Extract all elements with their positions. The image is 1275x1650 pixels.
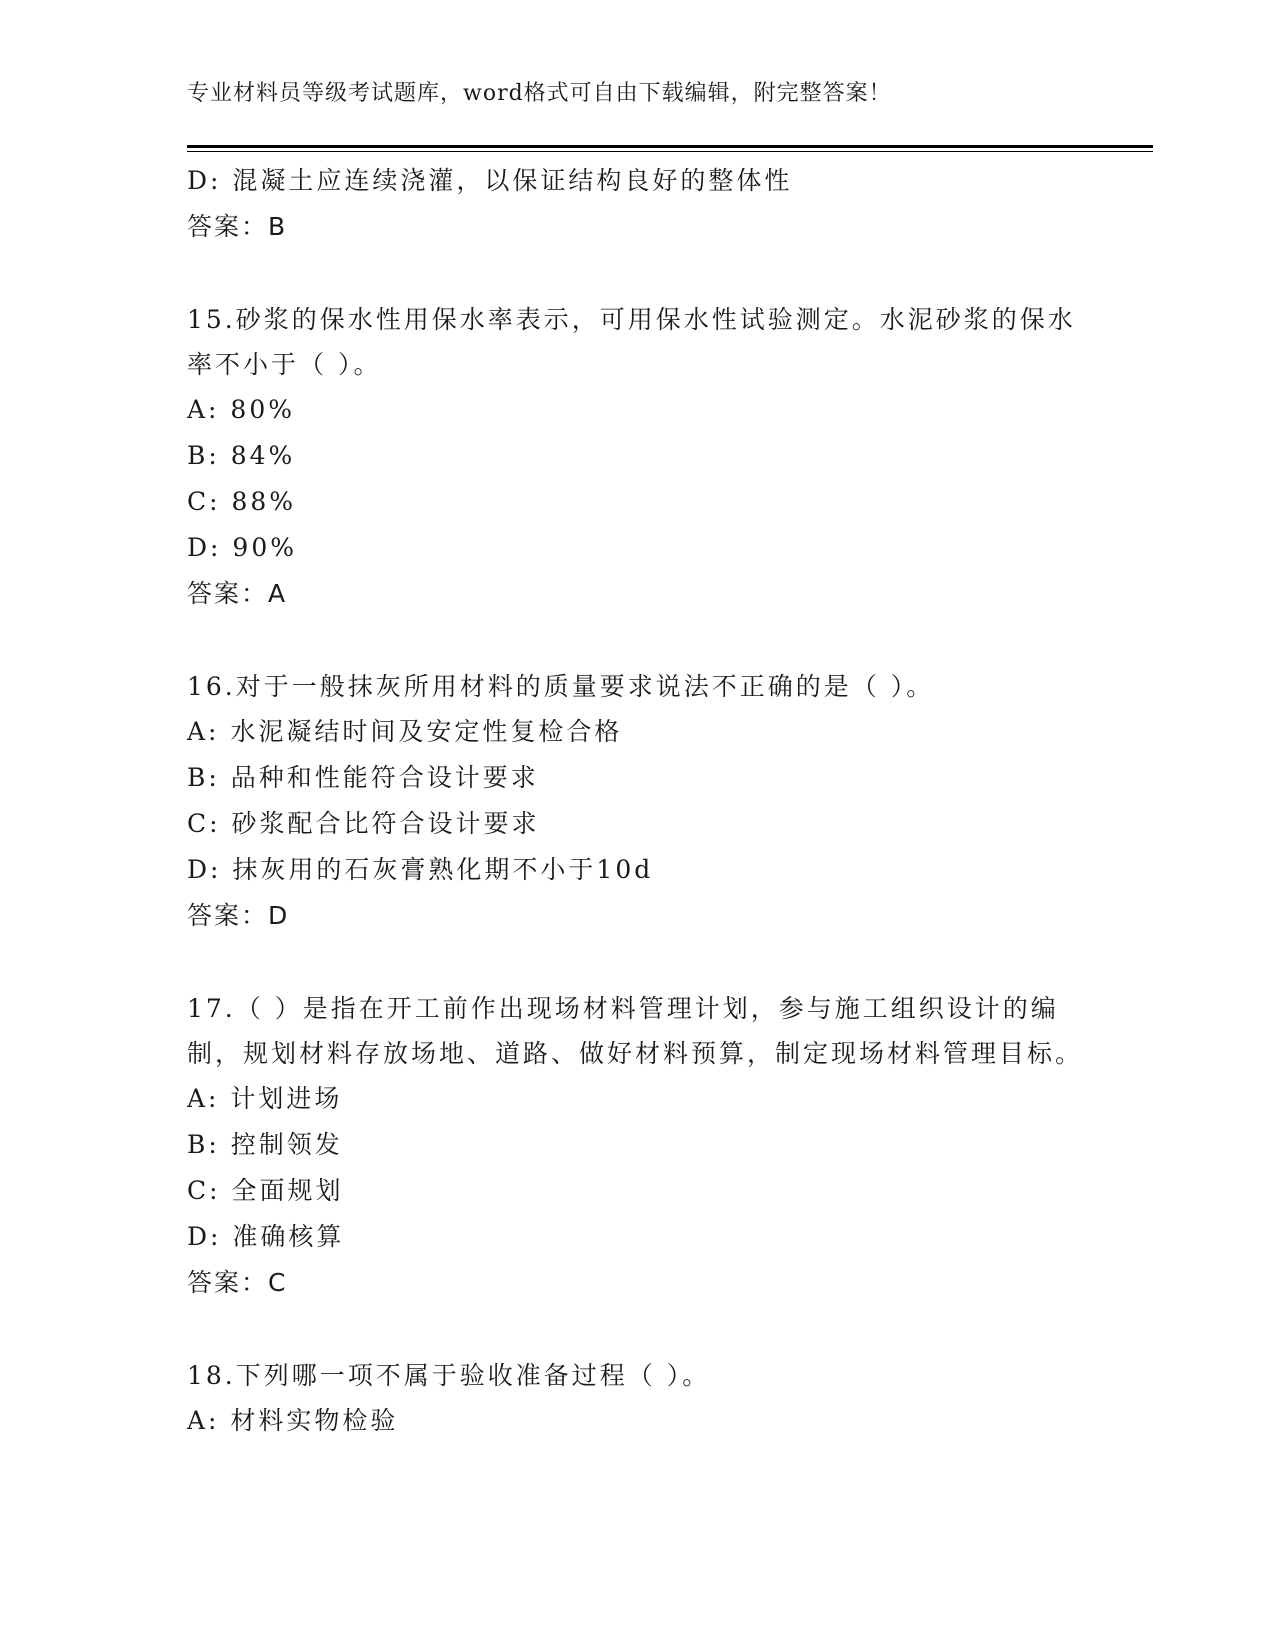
answer: 答案：A — [187, 579, 288, 608]
question-16 — [187, 664, 1087, 939]
header-rule-thin — [187, 151, 1153, 152]
option-c: C: 全面规划 — [187, 1176, 344, 1205]
answer: 答案：D — [187, 901, 290, 930]
option-c: C: 砂浆配合比符合设计要求 — [187, 809, 540, 838]
option-b: B: 84% — [187, 441, 296, 470]
option-b: B: 品种和性能符合设计要求 — [187, 763, 539, 792]
option-c: C: 88% — [187, 487, 297, 516]
prev-option-d: D: 混凝土应连续浇灌，以保证结构良好的整体性 — [187, 166, 793, 195]
question-stem: 16.对于一般抹灰所用材料的质量要求说法不正确的是（ ）。 — [187, 672, 935, 701]
question-stem: 18.下列哪一项不属于验收准备过程（ ）。 — [187, 1361, 711, 1390]
question-stem: 15.砂浆的保水性用保水率表示，可用保水性试验测定。水泥砂浆的保水率不小于（ ）。 — [187, 305, 1076, 379]
question-gap — [187, 939, 1087, 986]
option-a: A: 材料实物检验 — [187, 1406, 399, 1435]
question-gap — [187, 250, 1087, 297]
question-18 — [187, 1353, 1087, 1444]
option-a: A: 80% — [187, 395, 295, 424]
answer: 答案：C — [187, 1268, 288, 1297]
option-a: A: 计划进场 — [187, 1084, 343, 1113]
question-stem: 17.（ ）是指在开工前作出现场材料管理计划，参与施工组织设计的编制，规划材料存放场地、道路、做好材料预算，制定现场材料管理目标。 — [187, 994, 1084, 1068]
option-d: D: 抹灰用的石灰膏熟化期不小于10d — [187, 855, 654, 884]
option-d: D: 准确核算 — [187, 1222, 345, 1251]
option-a: A: 水泥凝结时间及安定性复检合格 — [187, 717, 623, 746]
question-17 — [187, 986, 1087, 1306]
page-header-note: 专业材料员等级考试题库，word格式可自由下载编辑，附完整答案！ — [187, 81, 892, 106]
option-d: D: 90% — [187, 533, 297, 562]
prev-answer: 答案：B — [187, 212, 288, 241]
question-content — [187, 158, 1087, 1444]
question-15 — [187, 297, 1087, 617]
option-b: B: 控制领发 — [187, 1130, 343, 1159]
header-rule-thick — [187, 145, 1153, 148]
question-gap — [187, 1306, 1087, 1353]
question-gap — [187, 617, 1087, 664]
